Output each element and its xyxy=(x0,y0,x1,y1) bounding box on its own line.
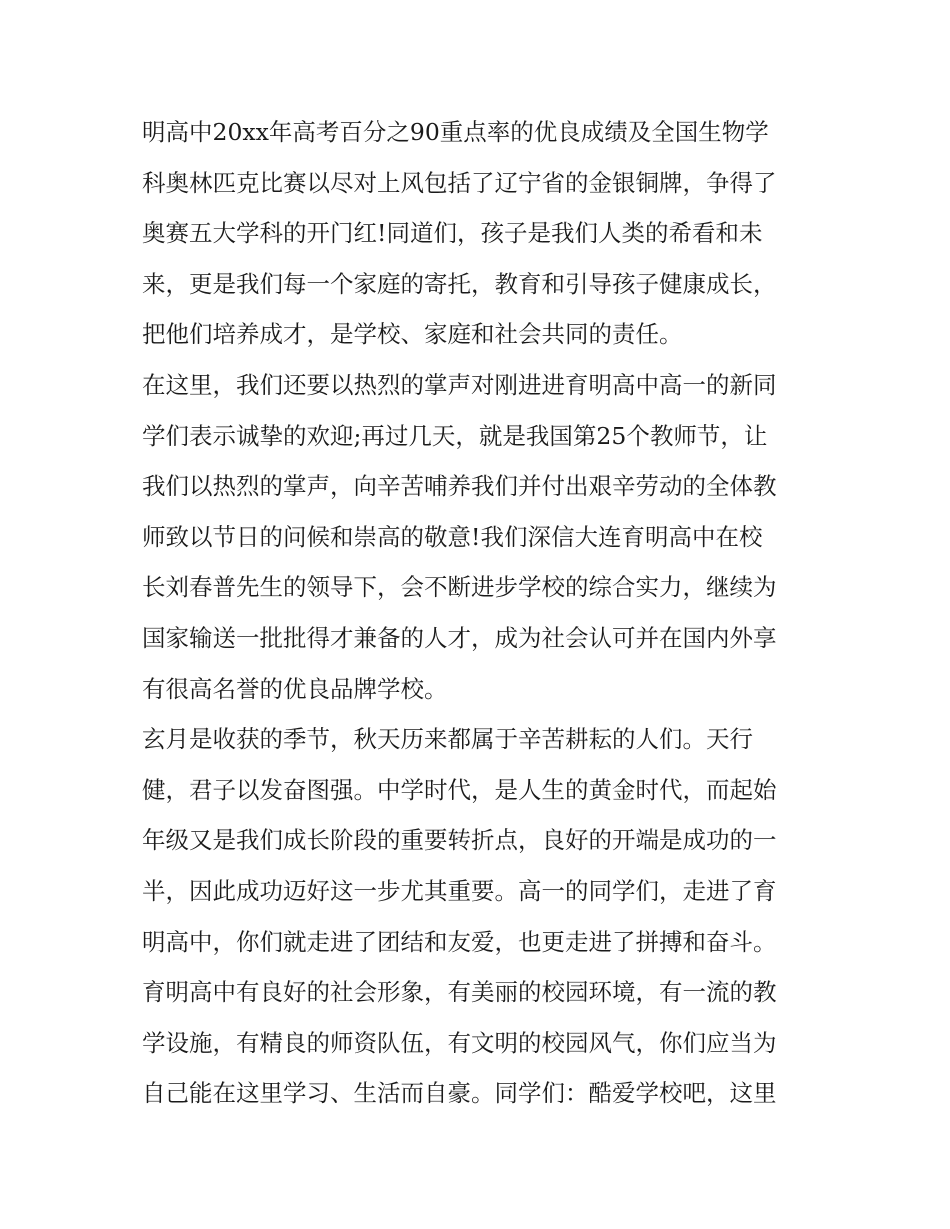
text-line: 有很高名誉的优良品牌学校。 xyxy=(142,674,448,703)
text-line: 育明高中有良好的社会形象，有美丽的校园环境，有一流的教 xyxy=(142,978,777,1007)
text-line: 在这里，我们还要以热烈的掌声对刚进进育明高中高一的新同 xyxy=(142,370,777,399)
text-line: 明高中，你们就走进了团结和友爱，也更走进了拼搏和奋斗。 xyxy=(142,927,777,956)
text-line: 把他们培养成才，是学校、家庭和社会共同的责任。 xyxy=(142,320,683,349)
text-line: 半，因此成功迈好这一步尤其重要。高一的同学们，走进了育 xyxy=(142,876,777,905)
text-line: 奥赛五大学科的开门红!同道们，孩子是我们人类的希看和未 xyxy=(142,219,763,248)
text-line: 玄月是收获的季节，秋天历来都属于辛苦耕耘的人们。天行 xyxy=(142,725,753,754)
text-line: 师致以节日的问候和崇高的敬意!我们深信大连育明高中在校 xyxy=(142,522,763,551)
text-line: 自己能在这里学习、生活而自豪。同学们：酷爱学校吧，这里 xyxy=(142,1079,777,1108)
text-line: 来，更是我们每一个家庭的寄托，教育和引导孩子健康成长， xyxy=(142,269,777,298)
text-line: 年级又是我们成长阶段的重要转折点，良好的开端是成功的一 xyxy=(142,826,777,855)
text-line: 明高中20xx年高考百分之90重点率的优良成绩及全国生物学 xyxy=(142,118,769,146)
text-line: 国家输送一批批得才兼备的人才，成为社会认可并在国内外享 xyxy=(142,623,777,652)
text-line: 我们以热烈的掌声，向辛苦哺养我们并付出艰辛劳动的全体教 xyxy=(142,472,777,501)
paragraph-2 xyxy=(142,360,814,714)
text-line: 科奥林匹克比赛以尽对上风包括了辽宁省的金银铜牌，争得了 xyxy=(142,168,777,197)
text-line: 长刘春普先生的领导下，会不断进步学校的综合实力，继续为 xyxy=(142,573,777,602)
text-line: 学设施，有精良的师资队伍，有文明的校园风气，你们应当为 xyxy=(142,1028,777,1057)
document-body xyxy=(142,107,814,1119)
text-line: 学们表示诚挚的欢迎;再过几天，就是我国第25个教师节，让 xyxy=(142,421,768,450)
paragraph-3 xyxy=(142,714,814,1119)
paragraph-1 xyxy=(142,107,814,360)
text-line: 健，君子以发奋图强。中学时代，是人生的黄金时代，而起始 xyxy=(142,775,777,804)
